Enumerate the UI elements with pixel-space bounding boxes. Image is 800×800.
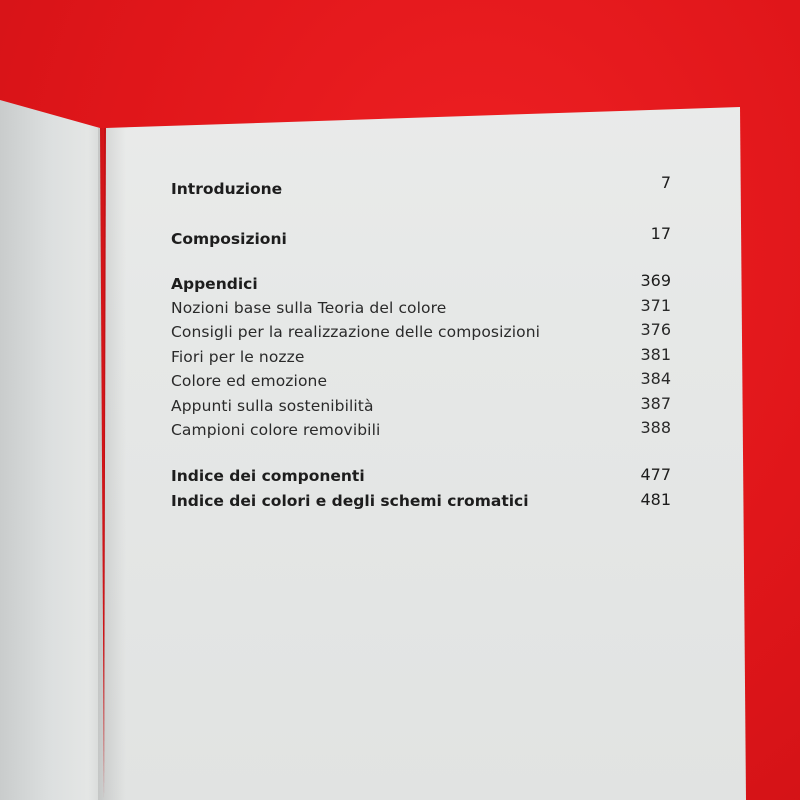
toc-entry-title: Campioni colore removibili	[171, 421, 381, 439]
toc-entry-page: 17	[650, 224, 671, 243]
toc-entry-indice-componenti	[171, 464, 671, 488]
toc-entry-page: 481	[640, 490, 671, 509]
toc-entry-appendix-4	[171, 369, 671, 393]
toc-entry-title: Fiori per le nozze	[171, 348, 305, 366]
toc-entry-indice-colori	[171, 489, 671, 513]
toc-entry-title: Appendici	[171, 275, 258, 293]
toc-entry-page: 7	[660, 173, 671, 192]
toc-entry-title: Introduzione	[171, 180, 283, 198]
toc-entry-composizioni	[171, 224, 671, 251]
toc-entry-appendix-1	[171, 296, 671, 320]
toc-entry-appendix-6	[171, 418, 671, 442]
toc-entry-title: Composizioni	[171, 230, 287, 248]
toc-entry-page: 369	[640, 271, 671, 290]
toc-entry-page: 388	[640, 418, 671, 437]
toc-entry-title: Colore ed emozione	[171, 372, 328, 390]
toc-entry-page: 371	[640, 296, 671, 315]
toc-entry-appendix-5	[171, 394, 671, 418]
toc-entry-appendici	[171, 272, 671, 296]
toc-entry-page: 384	[640, 369, 671, 388]
toc-entry-page: 376	[640, 320, 671, 339]
toc-entry-page: 387	[640, 394, 671, 413]
toc-entry-title: Indice dei componenti	[171, 467, 365, 485]
toc-entry-title: Appunti sulla sostenibilità	[171, 397, 374, 415]
toc-entry-title: Nozioni base sulla Teoria del colore	[171, 299, 447, 317]
toc-entry-title: Indice dei colori e degli schemi cromatici	[171, 492, 529, 510]
toc-entry-page: 381	[640, 345, 671, 364]
toc-entry-appendix-2	[171, 320, 671, 344]
toc-entry-title: Consigli per la realizzazione delle composizioni	[171, 323, 541, 341]
toc-entry-appendix-3	[171, 345, 671, 369]
toc-entry-page: 477	[640, 465, 671, 484]
toc-entry-introduzione	[171, 173, 671, 201]
